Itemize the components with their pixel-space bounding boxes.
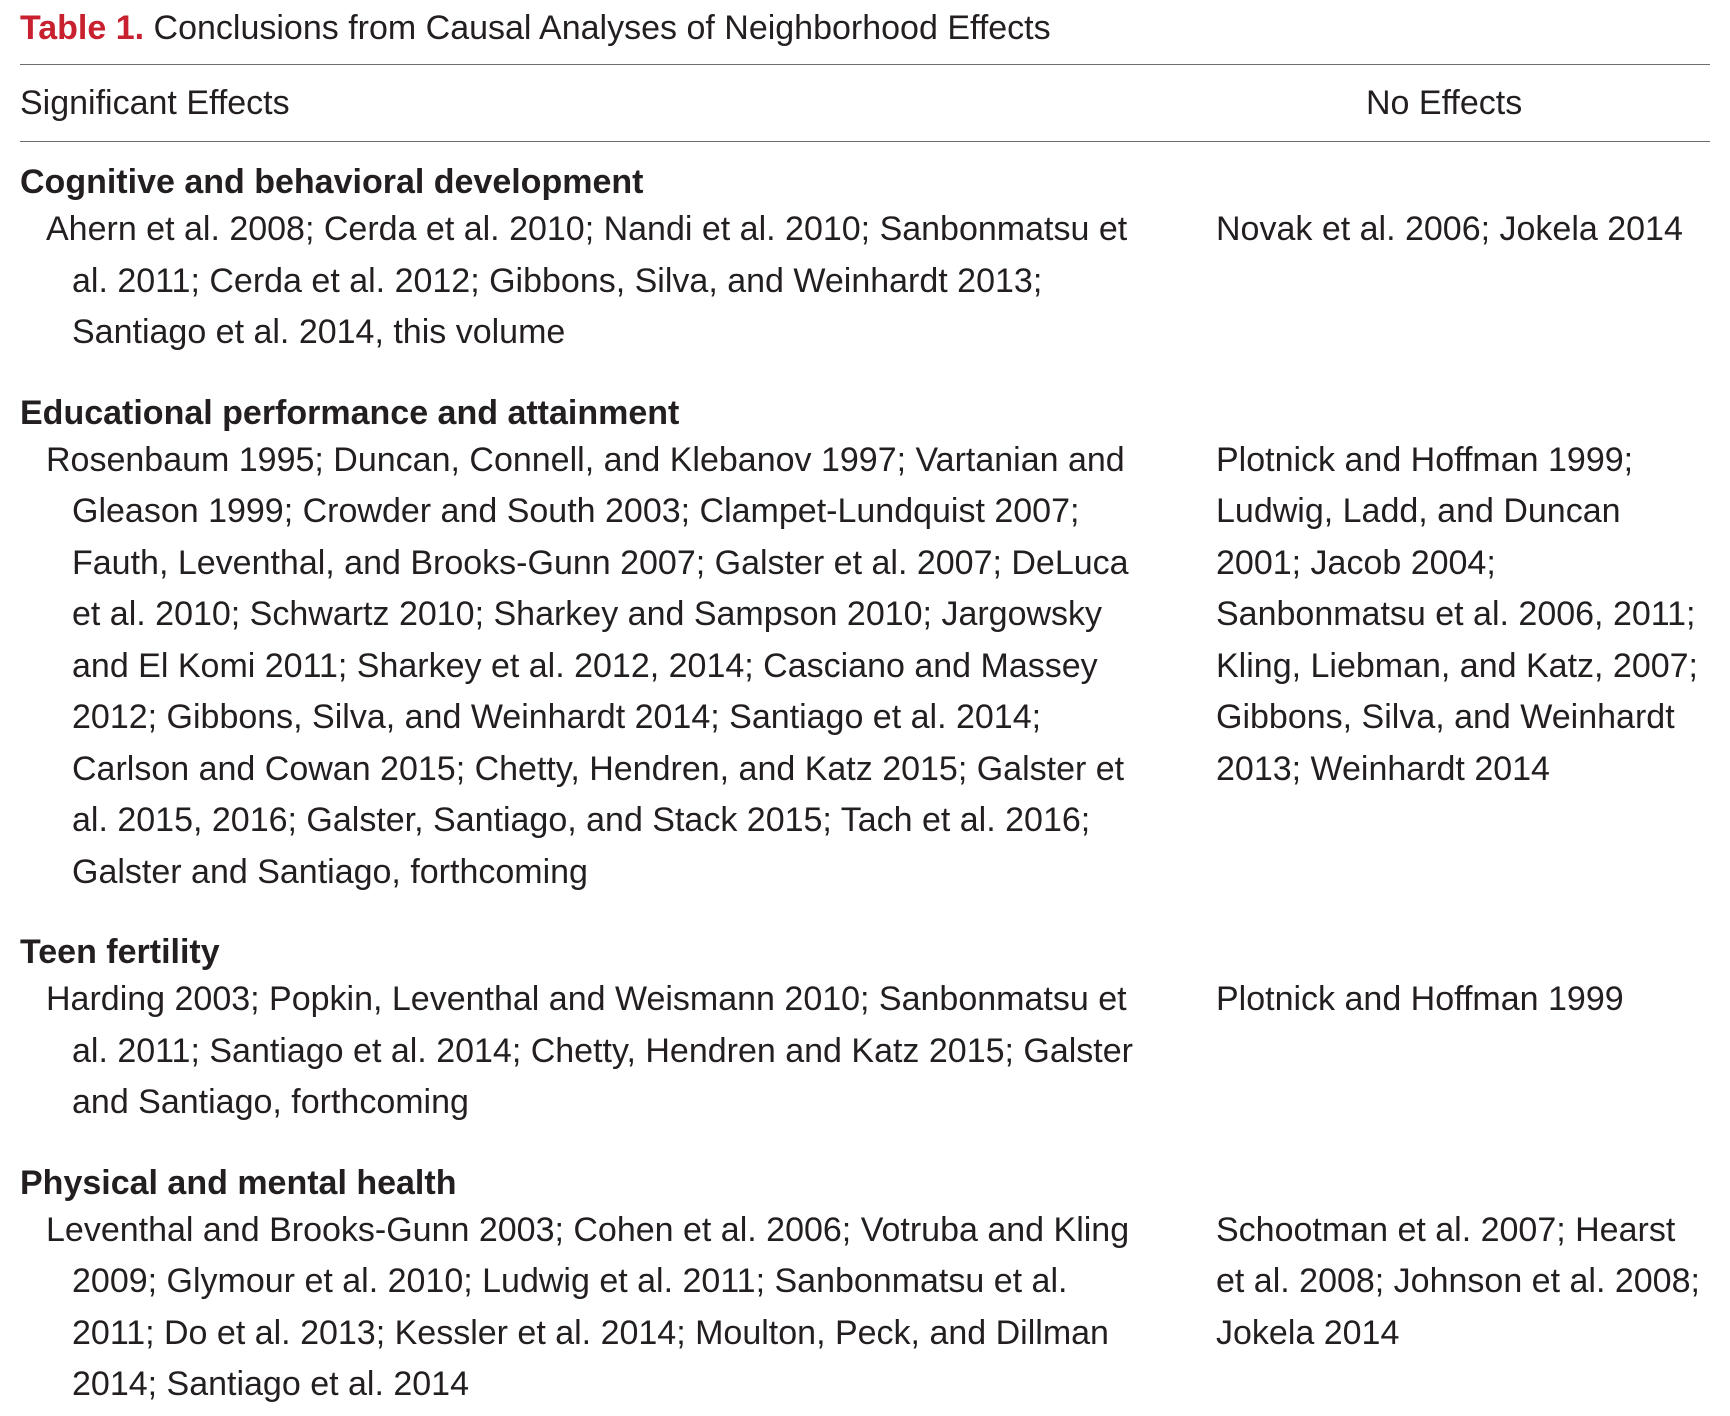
section-title: Teen fertility <box>20 933 220 971</box>
section-cognitive <box>20 142 1710 359</box>
section-teen-fertility <box>20 912 1710 1129</box>
header-no-effects: No Effects <box>1366 83 1523 122</box>
section-title: Cognitive and behavioral development <box>20 163 644 201</box>
significant-references: Leventhal and Brooks-Gunn 2003; Cohen et al. 2006; Votruba and Kling 2009; Glymour et al. 2010; Ludwig et al. 2011; Sanbonmatsu et al. 2011; Do et al. 2013; Kessler et al. 2014; Moulton, Peck, and Dillman 2014; Santiago et al. 2014 <box>46 1210 1130 1403</box>
section-health <box>20 1143 1710 1411</box>
no-effect-references: Plotnick and Hoffman 1999 <box>1216 980 1624 1018</box>
section-educational <box>20 373 1710 899</box>
column-header-row <box>20 65 1710 142</box>
section-title: Physical and mental health <box>20 1163 457 1202</box>
table-caption <box>20 6 1710 50</box>
no-effect-references: Plotnick and Hoffman 1999; Ludwig, Ladd, and Duncan 2001; Jacob 2004; Sanbonmatsu et al. 2006, 2011; Kling, Liebman, and Katz, 2007; Gibbons, Silva, and Weinhardt 2013; Weinhardt 2014 <box>1216 440 1698 788</box>
significant-references: Ahern et al. 2008; Cerda et al. 2010; Nandi et al. 2010; Sanbonmatsu et al. 2011; Cerda et al. 2012; Gibbons, Silva, and Weinhardt 2013; Santiago et al. 2014, this volume <box>46 210 1128 351</box>
header-significant-effects: Significant Effects <box>20 83 290 122</box>
section-title: Educational performance and attainment <box>20 393 680 432</box>
no-effect-references: Novak et al. 2006; Jokela 2014 <box>1216 210 1683 248</box>
table-label: Table 1. <box>20 9 145 47</box>
significant-references: Harding 2003; Popkin, Leventhal and Weismann 2010; Sanbonmatsu et al. 2011; Santiago et al. 2014; Chetty, Hendren and Katz 2015; Galster and Santiago, forthcoming <box>46 980 1133 1121</box>
no-effect-references: Schootman et al. 2007; Hearst et al. 2008; Johnson et al. 2008; Jokela 2014 <box>1216 1210 1700 1352</box>
table-container <box>20 0 1710 1411</box>
significant-references: Rosenbaum 1995; Duncan, Connell, and Klebanov 1997; Vartanian and Gleason 1999; Crowder and South 2003; Clampet-Lundquist 2007; Fauth, Leventhal, and Brooks-Gunn 2007; Galster et al. 2007; DeLuca et al. 2010; Schwartz 2010; Sharkey and Sampson 2010; Jargowsky and El Komi 2011; Sharkey et al. 2012, 2014; Casciano and Massey 2012; Gibbons, Silva, and Weinhardt 2014; Santiago et al. 2014; Carlson and Cowan 2015; Chetty, Hendren, and Katz 2015; Galster et al. 2015, 2016; Galster, Santiago, and Stack 2015; Tach et al. 2016; Galster and Santiago, forthcoming <box>46 440 1129 891</box>
table-title: Conclusions from Causal Analyses of Neighborhood Effects <box>153 9 1051 47</box>
